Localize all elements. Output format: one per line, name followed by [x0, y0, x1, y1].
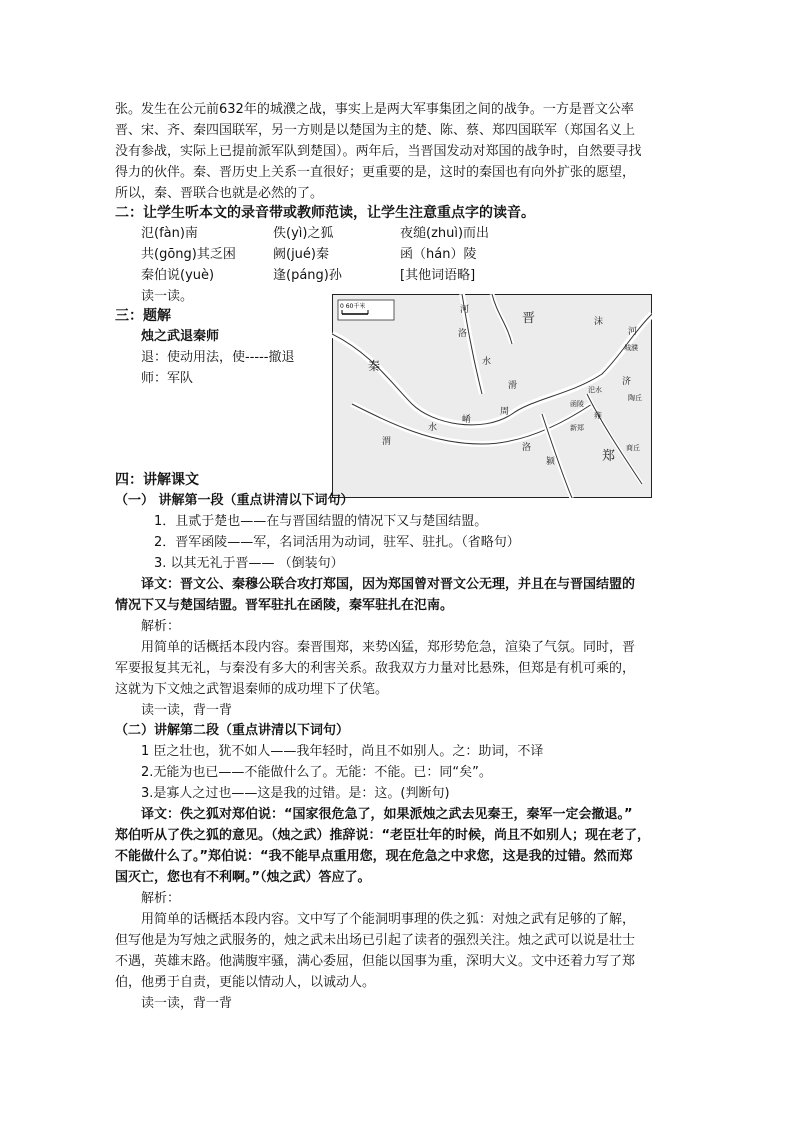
para2-read: 读一读，背一背	[141, 996, 233, 1011]
map-scale: 0 60千米	[340, 303, 366, 310]
pron-1-3: 夜缒(zhuì)而出	[400, 226, 490, 241]
map-label-luo2: 洛	[522, 443, 532, 453]
map-label-shui2: 水	[428, 423, 438, 433]
pron-3-2: 逢(páng)孙	[273, 268, 342, 283]
para2-translation-4: 国灭亡，您也有不利啊。”（烛之武）答应了。	[115, 870, 371, 885]
section2-read: 读一读。	[141, 289, 194, 304]
map-image	[332, 294, 652, 498]
para2-item-2: 2.无能为也已——不能做什么了。无能：不能。已：同“矣”。	[141, 765, 492, 780]
map-label-he1: 河	[460, 305, 470, 315]
section2-heading: 二：让学生听本文的录音带或教师范读，让学生注意重点字的读音。	[115, 205, 535, 221]
para1-analysis-2: 军要报复其无礼，与秦没有多大的利害关系。敌我双方力量对比悬殊，但郑是有机可乘的，	[115, 661, 636, 676]
intro-line-4: 得力的伙伴。秦、晋历史上关系一直很好；更重要的是，这时的秦国也有向外扩张的愿望，	[115, 165, 636, 180]
para2-item-1: 1 臣之壮也，犹不如人——我年轻时，尚且不如别人。之：助词，不译	[141, 744, 544, 759]
section3-heading: 三：题解	[115, 308, 171, 324]
map-label-chengpu: 城濮	[624, 344, 638, 352]
para1-item-3: 3. 以其无礼于晋—— （倒装句）	[154, 556, 344, 571]
para2-analysis-1: 用简单的话概括本段内容。文中写了个能洞明事理的佚之狐：对烛之武有足够的了解，	[141, 912, 636, 927]
para1-analysis-3: 这就为下文烛之武智退秦师的成功埋下了伏笔。	[115, 682, 389, 697]
map-label-yong: 雍	[594, 411, 602, 420]
intro-line-1: 张。发生在公元前632年的城濮之战，事实上是两大军事集团之间的战争。一方是晋文公率	[115, 102, 634, 117]
pron-2-3: 函（hán）陵	[400, 247, 477, 262]
section4-heading: 四：讲解课文	[115, 472, 199, 488]
intro-line-5: 所以，秦、晋联合也就是必然的了。	[115, 186, 324, 201]
para2-translation-2: 郑伯听从了佚之狐的意见。（烛之武）推辞说：“老臣壮年的时候，尚且不如别人；现在老了，	[115, 828, 651, 843]
map-label-luo1: 洛	[458, 329, 468, 339]
pron-2-2: 阙(jué)秦	[273, 247, 329, 262]
intro-line-2: 晋、宋、齐、秦四国联军，另一方则是以楚国为主的楚、陈、蔡、郑四国联军（郑国名义上	[115, 123, 636, 138]
para2-translation-3: 不能做什么了。”郑伯说：“我不能早点重用您，现在危急之中求您，这是我的过错。然而郑	[115, 849, 633, 864]
para2-analysis-label: 解析：	[141, 891, 181, 906]
map-label-hua: 滑	[508, 381, 518, 391]
para2-analysis-3: 不遇，英雄末路。他满腹牢骚，满心委屈，但能以国事为重，深明大义。文中还着力写了郑	[115, 954, 636, 969]
pron-2-1: 共(gōng)其乏困	[141, 247, 236, 262]
para1-item-1: 1．且贰于楚也——在与晋国结盟的情况下又与楚国结盟。	[154, 514, 488, 529]
map-label-wei: 渭	[382, 437, 392, 447]
map-label-xiao: 崤	[462, 415, 472, 425]
section3-line2: 师：军队	[141, 371, 194, 386]
para1-translation-2: 情况下又与楚国结盟。晋军驻扎在函陵，秦军驻扎在氾南。	[115, 598, 454, 613]
para1-analysis-1: 用简单的话概括本段内容。秦晋围郑，来势凶猛，郑形势危急，渲染了气氛。同时，晋	[141, 640, 636, 655]
section3-title: 烛之武退秦师	[141, 329, 220, 344]
pron-3-1: 秦伯说(yuè)	[141, 268, 215, 283]
map-label-mo: 沫	[594, 317, 604, 327]
map-label-taoqiu: 陶丘	[628, 394, 642, 402]
para1-read: 读一读，背一背	[141, 703, 233, 718]
pron-1-2: 佚(yì)之狐	[273, 226, 334, 241]
map-label-shui1: 水	[482, 357, 492, 367]
para2-analysis-2: 但写他是为写烛之武服务的，烛之武未出场已引起了读者的强烈关注。烛之武可以说是壮士	[115, 933, 636, 948]
para2-item-3: 3.是寡人之过也——这是我的过错。是：这。(判断句)	[141, 786, 450, 801]
map-label-qin: 秦	[368, 359, 381, 373]
map-label-sishui: 汜水	[588, 386, 602, 394]
map-label-xinzheng: 新郑	[570, 424, 584, 432]
pron-3-3: [其他词语略]	[400, 268, 476, 283]
para1-translation-1: 译文：晋文公、秦穆公联合攻打郑国，因为郑国曾对晋文公无理，并且在与晋国结盟的	[141, 577, 636, 592]
para2-analysis-4: 伯，他勇于自责，更能以情动人，以诚动人。	[115, 975, 376, 990]
map-label-ji: 济	[622, 377, 632, 387]
map-label-zhou: 周	[500, 407, 510, 417]
map-label-shangqiu: 商丘	[626, 444, 640, 452]
pron-1-1: 氾(fàn)南	[141, 226, 198, 241]
para2-heading: （二）讲解第二段（重点讲清以下词句）	[115, 723, 350, 738]
map-label-zheng: 郑	[602, 449, 616, 464]
intro-line-3: 没有参战，实际上已提前派军队到楚国）。两年后，当晋国发动对郑国的战争时，自然要寻找	[115, 144, 642, 159]
para1-analysis-label: 解析：	[141, 619, 181, 634]
map-label-he2: 河	[628, 327, 638, 337]
para1-item-2: 2．晋军函陵——军，名词活用为动词，驻军、驻扎。（省略句）	[154, 535, 520, 550]
map-label-hanling: 函陵	[570, 400, 584, 408]
para1-heading: （一） 讲解第一段（重点讲清以下词句）	[115, 493, 354, 508]
map-label-ying: 颍	[546, 457, 556, 467]
para2-translation-1: 译文：佚之狐对郑伯说：“国家很危急了，如果派烛之武去见秦王，秦军一定会撤退。”	[141, 807, 633, 822]
section3-line1: 退：使动用法，使-----撤退	[141, 350, 295, 365]
map-label-jin: 晋	[522, 311, 536, 326]
